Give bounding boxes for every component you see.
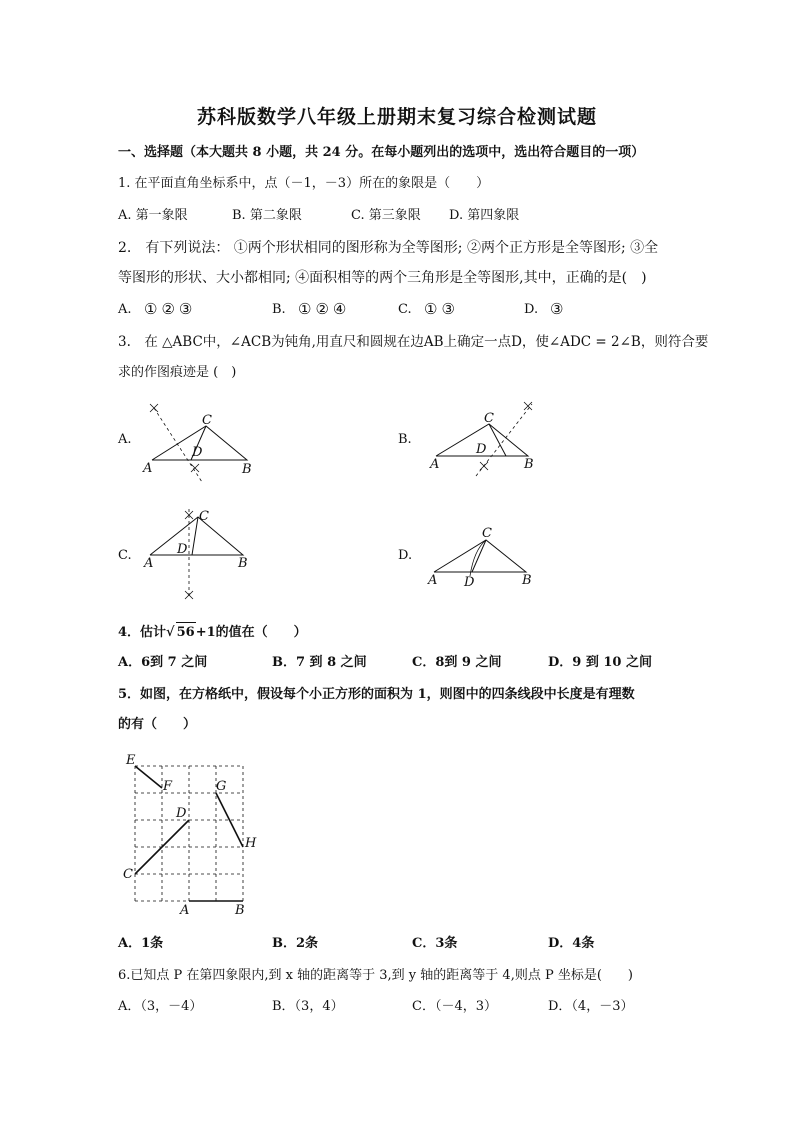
q2-option-d: ③	[550, 300, 564, 318]
q5-point-d: D	[176, 806, 187, 821]
q5-point-c: C	[123, 867, 133, 882]
q5-point-a: A	[180, 903, 190, 918]
q5-point-f: F	[163, 779, 173, 794]
question-5-line-1: 5．如图，在方格纸中，假设每个小正方形的面积为 1，则图中的四条线段中长度是有理数	[118, 687, 635, 702]
q5-point-g: G	[216, 779, 227, 794]
q3-figure-d	[424, 520, 554, 595]
q5-point-h: H	[245, 836, 257, 851]
question-4-stem	[118, 622, 307, 643]
q5-point-b: B	[235, 903, 245, 918]
q4-option-d: D．9 到 10 之间	[548, 655, 652, 670]
sqrt-symbol: √ 56	[166, 622, 196, 643]
q3a-point-d: D	[192, 445, 203, 460]
q3b-point-c: C	[484, 411, 494, 426]
q5-option-c: C．3条	[412, 936, 458, 951]
question-2-line-1: 2. 有下列说法： ①两个形状相同的图形称为全等图形; ②两个正方形是全等图形; ③全	[118, 240, 659, 256]
q6-option-c: C．（－4，3）	[412, 999, 497, 1014]
q2-option-d-label: D.	[524, 302, 539, 317]
question-3-line-2: 求的作图痕迹是 ( )	[118, 365, 237, 380]
q2-option-a-label: A.	[118, 302, 132, 317]
q6-option-d: D．（4，－3）	[548, 999, 634, 1014]
q3a-point-c: C	[202, 413, 212, 428]
q3-option-d-label: D.	[398, 548, 413, 563]
question-2-line-2: 等图形的形状、大小都相同; ④面积相等的两个三角形是全等图形,其中，正确的是( )	[118, 270, 647, 286]
q4-option-a: A．6到 7 之间	[118, 655, 208, 670]
q2-option-b-label: B.	[272, 302, 286, 317]
q3-figure-c	[140, 505, 270, 605]
question-1-stem: 1. 在平面直角坐标系中，点（－1，－3）所在的象限是（ ）	[118, 176, 490, 191]
q3-option-a-label: A.	[118, 432, 132, 447]
q3b-point-a: A	[430, 457, 440, 472]
q5-grid-figure	[118, 748, 268, 923]
q4-option-c: C．8到 9 之间	[412, 655, 502, 670]
q4-suffix: +1的值在（ ）	[195, 625, 307, 640]
q2-option-a: ①②③	[144, 300, 197, 318]
q6-option-b: B．（3，4）	[272, 999, 344, 1014]
q5-option-a: A．1条	[118, 936, 164, 951]
q3d-point-a: A	[428, 573, 438, 588]
q2-option-c-label: C.	[398, 302, 412, 317]
q3-option-b-label: B.	[398, 432, 412, 447]
q3c-point-c: C	[199, 509, 209, 524]
q4-prefix: 4．估计	[118, 625, 167, 640]
q1-option-b: B. 第二象限	[232, 208, 302, 223]
q5-point-e: E	[126, 753, 136, 768]
q3c-point-d: D	[177, 542, 188, 557]
q3d-point-b: B	[522, 573, 532, 588]
q4-radicand: 56	[176, 622, 196, 643]
question-3-line-1: 3. 在 △ABC中，∠ACB为钝角,用直尺和圆规在边AB上确定一点D，使∠ADC = 2∠B，则符合要	[118, 334, 709, 350]
page-title: 苏科版数学八年级上册期末复习综合检测试题	[196, 106, 597, 128]
q3c-point-a: A	[144, 556, 154, 571]
q6-option-a: A．（3，－4）	[118, 999, 203, 1014]
q5-option-b: B．2条	[272, 936, 319, 951]
q3c-point-b: B	[238, 556, 248, 571]
q3-option-c-label: C.	[118, 548, 132, 563]
q3d-point-c: C	[482, 526, 492, 541]
section-heading: 一、选择题（本大题共 8 小题，共 24 分。在每小题列出的选项中，选出符合题目的一项）	[118, 145, 645, 160]
question-6-stem: 6.已知点 P 在第四象限内,到 x 轴的距离等于 3,到 y 轴的距离等于 4,则点 P 坐标是( )	[118, 968, 633, 983]
q3d-point-d: D	[464, 575, 475, 590]
q2-option-c: ①③	[424, 300, 459, 318]
q3-figure-b	[422, 400, 552, 490]
q3a-point-a: A	[143, 461, 153, 476]
q2-option-b: ①②④	[298, 300, 351, 318]
q1-option-a: A. 第一象限	[118, 208, 188, 223]
q1-option-d: D. 第四象限	[449, 208, 520, 223]
q1-option-c: C. 第三象限	[351, 208, 421, 223]
q3a-point-b: B	[242, 462, 252, 477]
q3b-point-d: D	[476, 442, 487, 457]
question-5-line-2: 的有（ ）	[118, 717, 197, 732]
q4-option-b: B．7 到 8 之间	[272, 655, 367, 670]
q3b-point-b: B	[524, 457, 534, 472]
q3-figure-a	[140, 400, 270, 490]
q5-option-d: D．4条	[548, 936, 595, 951]
